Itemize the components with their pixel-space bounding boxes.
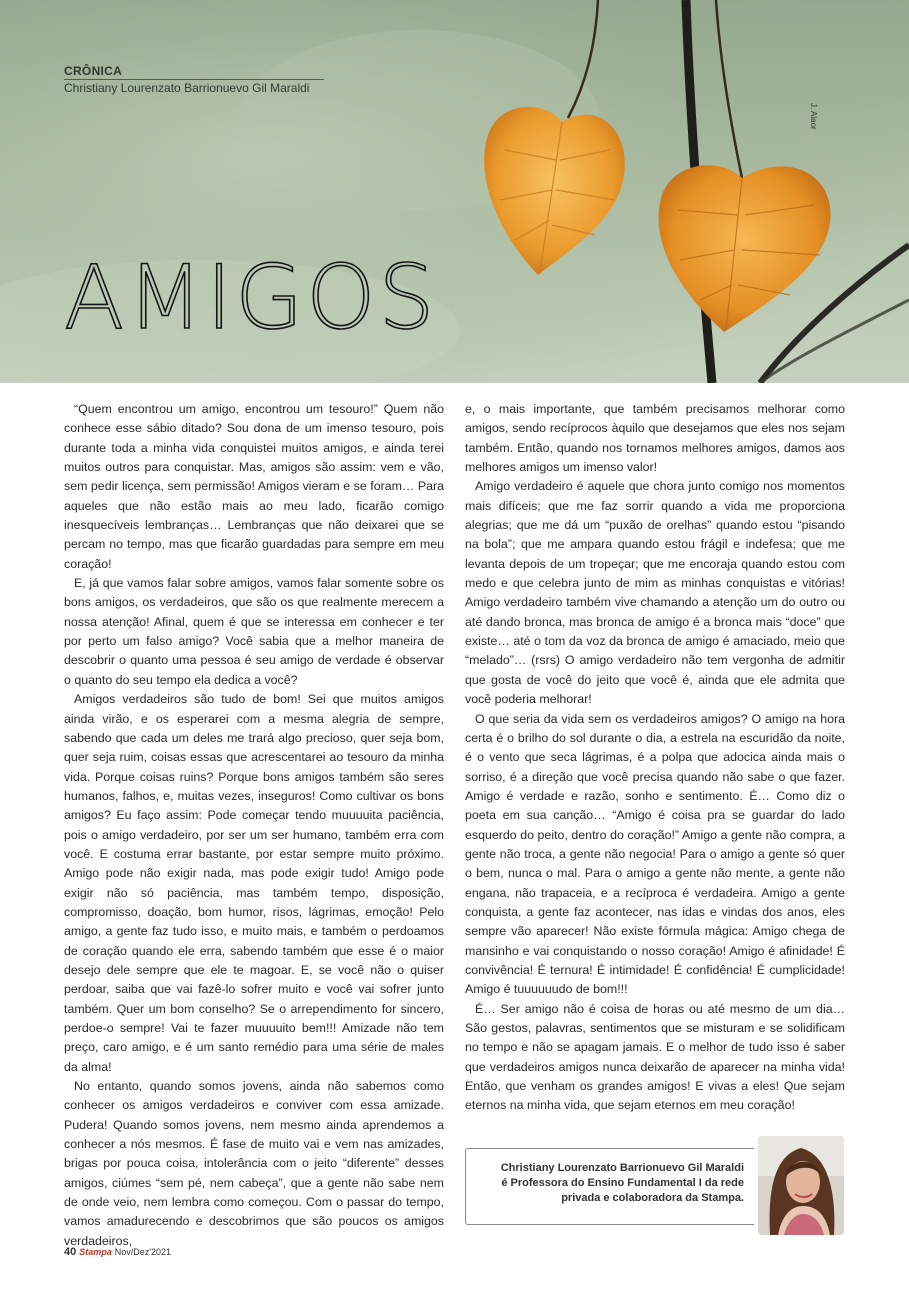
photo-credit: J. Alaor [809,103,818,130]
body-column-right [465,400,845,1116]
bio-description: é Professora do Ensino Fundamental I da rede privada e colaboradora da Stampa. [501,1177,744,1204]
paragraph-continuation: e, o mais importante, que também precisamos melhorar como amigos, sendo recíprocos àquilo que desejamos que eles nos sejam também. Então, quando nos tornamos melhores amigos, damos aos melhores amigos um imenso valor! [465,402,845,475]
magazine-name: Stampa [79,1247,112,1257]
body-column-left [64,400,444,1251]
article-title-text: AMIGOS [64,246,438,349]
bio-author-name: Christiany Lourenzato Barrionuevo Gil Maraldi [500,1162,744,1174]
page-folio [64,1246,171,1258]
paragraph: Amigos verdadeiros são tudo de bom! Sei que muitos amigos ainda virão, e os esperarei com a mesma alegria de sempre, sabendo que cada um deles me trará algo precioso, quer seja bom, quer seja ruim, coisas essas que acrescentarei ao tesouro da minha vida. Porque coisas ruins? Porque bons amigos também são seres humanos, falhos, e, muitas vezes, inseguros! Como cultivar os bons amigos? Eu faço assim: Pode começar tendo muuuuita paciência, pois o amigo verdadeiro, por ser um ser humano, também erra com você. E costuma errar bastante, por estar sempre muito próximo. Amigo pode não exigir nada, mas pode exigir tudo! Amigo pode exigir não só paciência, mas também tempo, disposição, compromisso, doação, bom humor, risos, lágrimas, emoção! Pelo amigo, a gente faz tudo isso, e muito mais, e também o perdoamos de coração quando ele erra, sabendo também que esse é o maior desejo dele sempre que ele te magoar. E, se você não o quiser perdoar, saiba que vai fazê-lo sofrer muito e você vai sofrer junto também. Quer um bom conselho? Se o arrependimento for sincero, perdoe-o sempre! Vai te fazer muuuuito bem!!! Amizade não tem preço, caro amigo, e é um santo remédio para uma série de males da alma! [64,692,444,1074]
author-byline: Christiany Lourenzato Barrionuevo Gil Maraldi [64,81,310,95]
author-bio-text [484,1161,744,1206]
author-photo [758,1136,844,1235]
author-bio-box [465,1148,754,1225]
paragraph: No entanto, quando somos jovens, ainda não sabemos como conhecer os amigos verdadeiros e conviver com essa amizade. Pudera! Quando somos jovens, nem mesmo ainda aprendemos a conhecer a nós mesmos. É fase de muito vai e vem nas amizades, brigas por pouca coisa, intolerância com o jeito “diferente” desses amigos, ciúmes “sem pé, nem cabeça”, que a gente não sabe nem de onde veio, nem lembra como começou. Com o passar do tempo, vamos amadurecendo e descobrimos que são poucos os amigos verdadeiros, [64,1079,444,1248]
paragraph: É… Ser amigo não é coisa de horas ou até mesmo de um dia… São gestos, palavras, sentimentos que se misturam e se solidificam no tempo e não se apagam jamais. E o melhor de tudo isso é saber que verdadeiros amigos nunca deixarão de aparecer na minha vida! Então, que venham os grandes amigos! E vivas a eles! Que sejam eternos na minha vida, que sejam eternos em meu coração! [465,1001,845,1113]
paragraph: E, já que vamos falar sobre amigos, vamos falar somente sobre os bons amigos, os verdadeiros, que são os que realmente merecem a nossa atenção! Afinal, quem é que se interessa em conhecer e ter por perto um falso amigo? Você sabia que a melhor maneira de descobrir o quanto uma pessoa é seu amigo de verdade é observar o quanto do seu tempo ela dedica a você? [64,576,444,687]
section-label: CRÔNICA [64,64,324,80]
paragraph: Amigo verdadeiro é aquele que chora junto comigo nos momentos mais difíceis; que me faz sorrir quando a vida me proporciona alegrias; que me dá um “puxão de orelhas” quando estou “pisando na bola”; que me ampara quando estou frágil e indefesa; que me levanta depois de um tropeçar; que me encoraja quando estou com medo e que celebra junto de mim as minhas conquistas e vitórias! Amigo verdadeiro também vive chamando a atenção um do outro ou até dando bronca, mas bronca de amigo é a bronca mais “doce” que existe… até o tom da voz da bronca de amigo é amaciado, meio que “melado”… (rsrs) O amigo verdadeiro não tem vergonha de admitir que gosta de você do jeito que você é, ainda que ele admita que você poderia melhorar! [465,479,845,707]
paragraph: “Quem encontrou um amigo, encontrou um tesouro!” Quem não conhece esse sábio ditado? Sou dona de um imenso tesouro, pois durante toda a minha vida conquistei muitos amigos, e ainda terei muitos outros para conquistar. Mas, amigos são assim: vem e vão, sem pedir licença, sem permissão! Amigos vieram e se foram… Para aqueles que não estão mais ao meu lado, ficarão comigo inesquecíveis lembranças… Lembranças que não deixarei que se percam no tempo, mas que ficarão guardadas para sempre em meu coração! [64,402,444,571]
page-number: 40 [64,1246,77,1258]
article-title [64,246,438,349]
paragraph: O que seria da vida sem os verdadeiros amigos? O amigo na hora certa é o brilho do sol durante o dia, a estrela na escuridão da noite, é o vento que seca lágrimas, é a polpa que adocica ainda mais o sorriso, é a direção que você precisa quando não sabe o que fazer. Amigo é verdade e razão, sonho e sentimento. É… Como diz o poeta em sua canção… “Amigo é coisa pra se guardar do lado esquerdo do peito, dentro do coração!” Amigo a gente não compra, a gente não troca, a gente não negocia! Para o amigo a gente só quer o bem, nunca o mal. Para o amigo a gente não mente, a gente não engana, não trapaceia, e a recíproca é verdadeira. Amigo a gente conquista, a gente faz acontecer, nas idas e vindas dos anos, eles sempre vão aparecer! Não existe fórmula mágica: Amigo chega de mansinho e vai conquistando o nosso coração! Amigo é afinidade! É convivência! É ternura! É intimidade! É confidência! É cumplicidade! Amigo é tuuuuuudo de bom!!! [465,711,845,997]
issue-date: Nov/Dez'2021 [114,1247,172,1257]
